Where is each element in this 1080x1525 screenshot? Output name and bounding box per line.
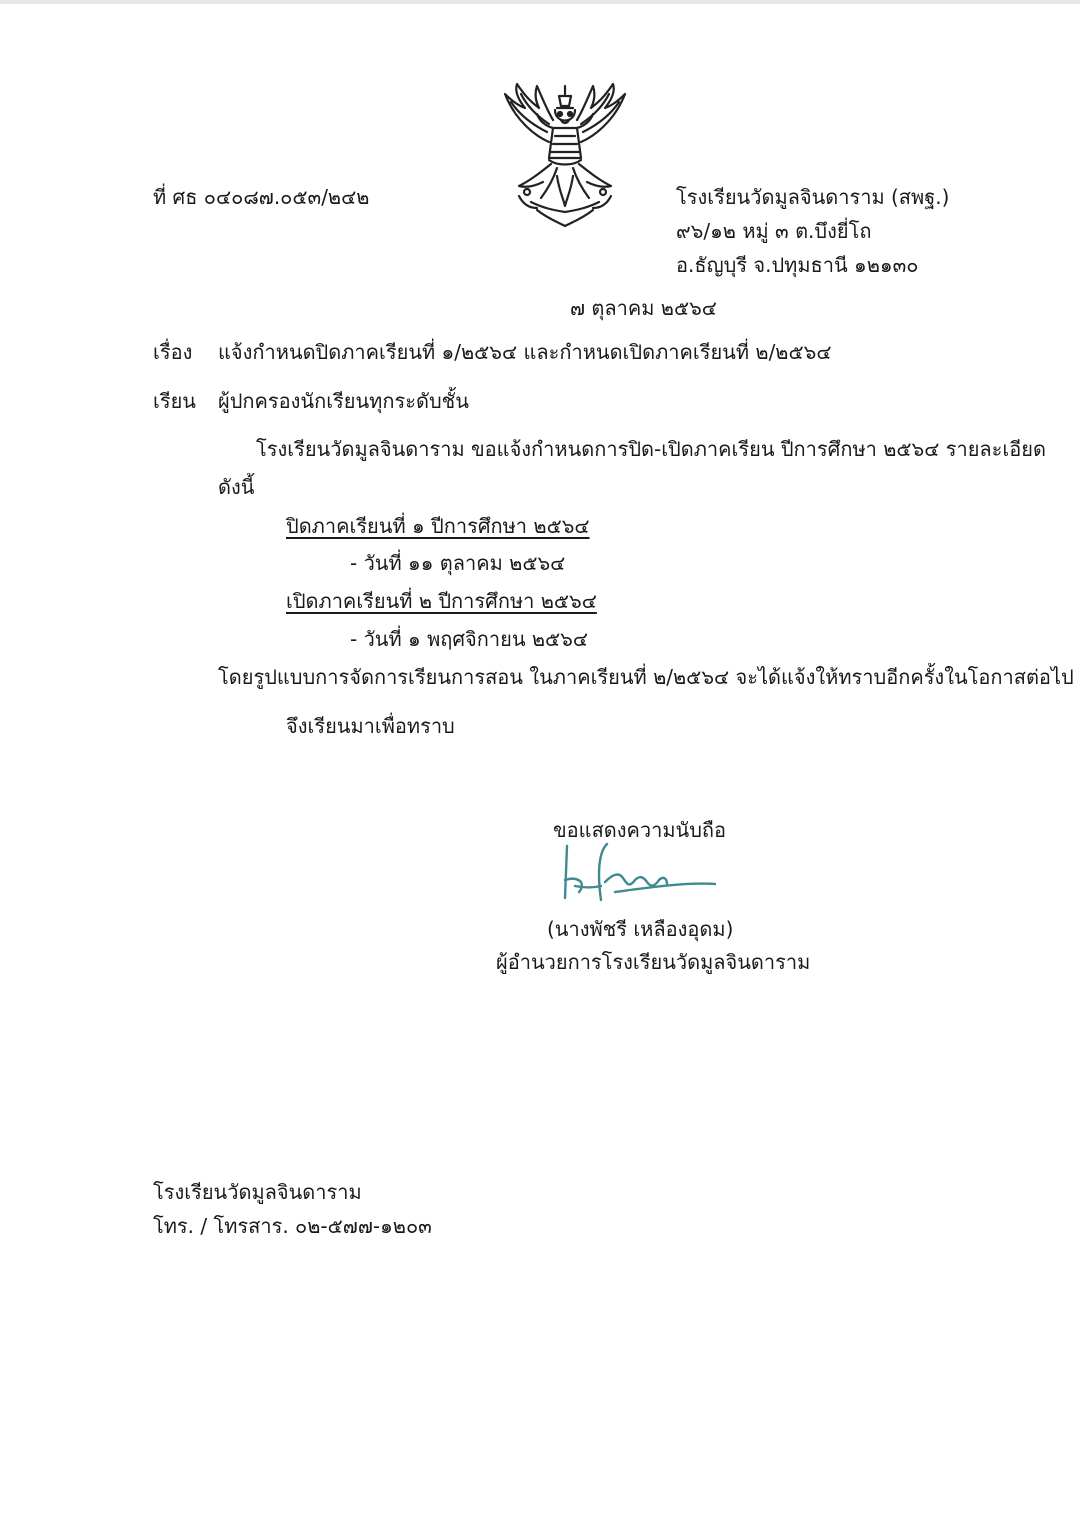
to-recipient: ผู้ปกครองนักเรียนทุกระดับชั้น <box>218 389 469 413</box>
sender-name: โรงเรียนวัดมูลจินดาราม (สพฐ.) <box>676 185 950 209</box>
salutation: ขอแสดงความนับถือ <box>553 818 727 842</box>
subject-text: แจ้งกำหนดปิดภาคเรียนที่ ๑/๒๕๖๔ และกำหนดเปิดภาคเรียนที่ ๒/๒๕๖๔ <box>218 340 832 364</box>
garuda-seal-icon <box>497 80 633 230</box>
reference-number: ที่ ศธ ๐๔๐๘๗.๐๕๓/๒๔๒ <box>153 185 370 209</box>
subject-label: เรื่อง <box>153 340 193 364</box>
footer-org: โรงเรียนวัดมูลจินดาราม <box>153 1180 362 1204</box>
body-paragraph-line: โรงเรียนวัดมูลจินดาราม ขอแจ้งกำหนดการปิด-เปิดภาคเรียน ปีการศึกษา ๒๕๖๔ รายละเอียด <box>256 437 1046 461</box>
body-paragraph-line: โดยรูปแบบการจัดการเรียนการสอน ในภาคเรียนที่ ๒/๒๕๖๔ จะได้แจ้งให้ทราบอีกครั้งในโอกาสต่อไป <box>218 665 1074 689</box>
close-semester-heading: ปิดภาคเรียนที่ ๑ ปีการศึกษา ๒๕๖๔ <box>286 514 590 538</box>
top-border <box>0 0 1080 4</box>
to-label: เรียน <box>153 389 196 413</box>
letter-date: ๗ ตุลาคม ๒๕๖๔ <box>570 296 717 320</box>
closing-line: จึงเรียนมาเพื่อทราบ <box>286 714 455 738</box>
body-paragraph-line: ดังนี้ <box>218 475 255 499</box>
signature-icon <box>555 842 725 912</box>
footer-phone: โทร. / โทรสาร. ๐๒-๕๗๗-๑๒๐๓ <box>153 1214 432 1238</box>
close-semester-date: - วันที่ ๑๑ ตุลาคม ๒๕๖๔ <box>350 551 566 575</box>
signer-position: ผู้อำนวยการโรงเรียนวัดมูลจินดาราม <box>496 950 811 974</box>
open-semester-heading: เปิดภาคเรียนที่ ๒ ปีการศึกษา ๒๕๖๔ <box>286 589 597 613</box>
open-semester-date: - วันที่ ๑ พฤศจิกายน ๒๕๖๔ <box>350 627 589 651</box>
signer-name: (นางพัชรี เหลืองอุดม) <box>547 917 734 941</box>
sender-address-line: ๙๖/๑๒ หมู่ ๓ ต.บึงยี่โถ <box>676 219 872 243</box>
sender-province-line: อ.ธัญบุรี จ.ปทุมธานี ๑๒๑๓๐ <box>676 253 919 277</box>
